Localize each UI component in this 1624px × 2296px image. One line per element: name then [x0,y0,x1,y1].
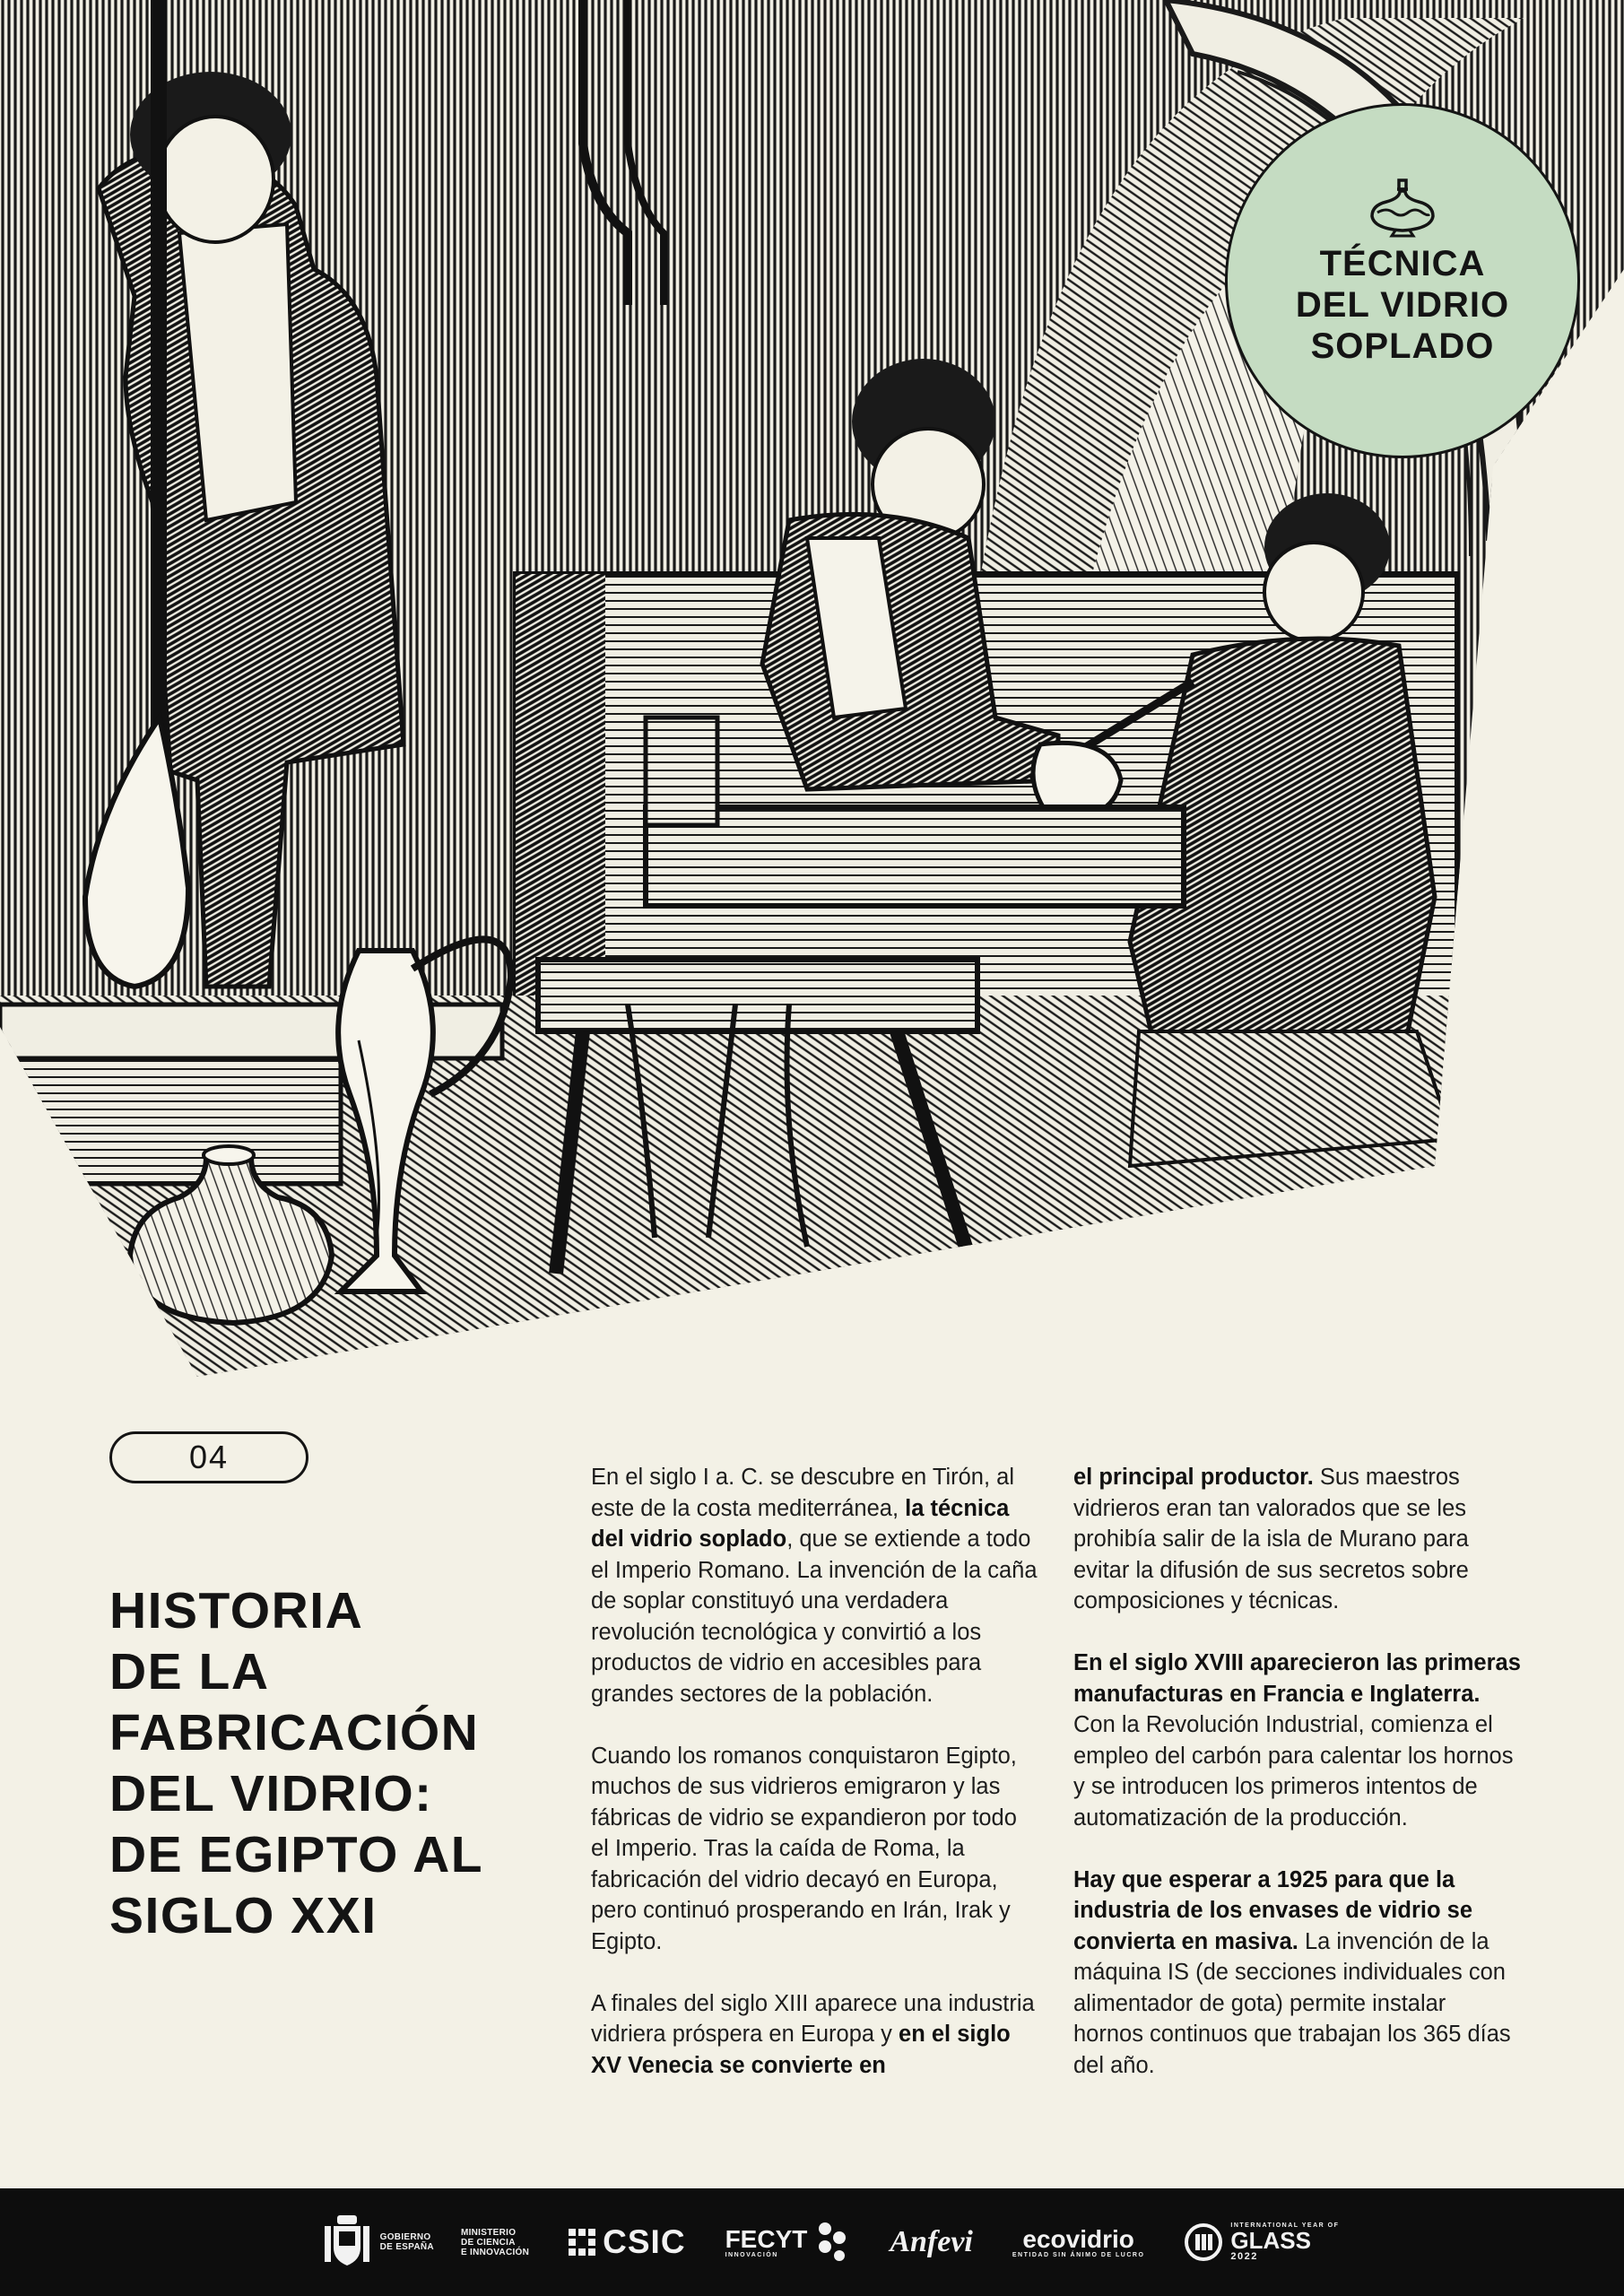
title-line: DE EGIPTO AL [109,1826,484,1883]
paragraph: Cuando los romanos conquistaron Egipto, muchos de sus vidrieros emigraron y las fábricas de vidrio se expandieron por todo el Imperio. Tras la caída de Roma, la fabricación del vidrio decayó en Europa, pero continuó prosperando en Irán, Irak y Egipto. [591,1743,1017,1954]
paragraph [591,1988,1039,2082]
csic-text: CSIC [603,2223,686,2260]
blown-glass-vessel-icon [1367,177,1438,239]
badge-line-2: DEL VIDRIO [1295,285,1510,325]
paragraph [1073,1865,1522,2082]
paragraph-bold: Hay que esperar a 1925 para que la industria de los envases de vidrio se convierta en masiva. [1073,1866,1473,1954]
paragraph-bold: el principal productor. [1073,1465,1314,1490]
paragraph-bold: la técnica del vidrio soplado [591,1495,1010,1552]
ecovidrio-logo[interactable] [1012,2224,1145,2258]
paragraph-text: En el siglo I a. C. se descubre en Tirón, al este de la costa mediterránea, [591,1465,1014,1521]
title-line: DE LA [109,1643,270,1700]
anfevi-text: Anfevi [890,2225,973,2258]
page-title [109,1580,558,1946]
badge-line-1: TÉCNICA [1319,244,1486,283]
title-line: HISTORIA [109,1582,364,1639]
csic-logo[interactable] [569,2223,685,2261]
csic-mark-icon [569,2229,595,2256]
badge-line-3: SOPLADO [1310,326,1495,366]
ministerio-text: MINISTERIO DE CIENCIA E INNOVACIÓN [460,2227,530,2257]
paragraph-bold: En el siglo XVIII aparecieron las primeras manufacturas en Francia e Inglaterra. [1073,1650,1521,1707]
gobierno-ministerio-logo[interactable] [321,2213,530,2271]
paragraph-text: A finales del siglo XIII aparece una industria vidriera próspera en Europa y [591,1990,1035,2047]
fecyt-dots-icon [814,2220,850,2265]
paragraph [1073,1648,1522,1833]
paragraph [591,1462,1039,1709]
glass-year-emblem-icon [1184,2222,1223,2262]
paragraph-text: , que se extiende a todo el Imperio Romano. La invención de la caña de soplar constituyó una verdadera revolución tecnológica y convirtió a los productos de vidrio en accesibles para grandes sectores de la población. [591,1526,1038,1707]
anfevi-logo[interactable] [890,2225,973,2259]
ecovidrio-text: ecovidrio [1022,2224,1134,2253]
glass-year-text: GLASS [1230,2227,1311,2254]
title-line: SIGLO XXI [109,1887,378,1944]
title-line: FABRICACIÓN [109,1704,480,1761]
paragraph-text: Con la Revolución Industrial, comienza el empleo del carbón para calentar los hornos y se introducen los primeros intentos de automatización de la producción. [1073,1712,1514,1831]
spain-coat-of-arms-icon [321,2213,373,2271]
paragraph [1073,1462,1522,1617]
international-year-of-glass-logo[interactable] [1184,2222,1339,2262]
title-line: DEL VIDRIO: [109,1765,433,1822]
footer-logo-bar [0,2188,1624,2296]
ecovidrio-tagline: ENTIDAD SIN ÁNIMO DE LUCRO [1012,2251,1145,2258]
fecyt-logo[interactable] [725,2220,851,2265]
fecyt-tagline: INNOVACIÓN [725,2251,778,2258]
fecyt-text: FECYT [725,2224,808,2253]
gobierno-text: GOBIERNO DE ESPAÑA [379,2232,434,2252]
paragraph-bold: en el siglo XV Venecia se convierte en [591,2022,1011,2078]
glass-year-tagline: INTERNATIONAL YEAR OF [1230,2222,1340,2229]
body-column-right [1073,1462,1522,2112]
paragraph-text: La invención de la máquina IS (de secciones individuales con alimentador de gota) permite instalar hornos continuos que trabajan los 365 días del año. [1073,1928,1511,2078]
technique-badge [1225,103,1580,458]
glass-year-number: 2022 [1230,2251,1258,2262]
body-column-left [591,1462,1039,2112]
section-number: 04 [109,1431,308,1483]
paragraph-text: Sus maestros vidrieros eran tan valorados que se les prohibía salir de la isla de Murano para evitar la difusión de sus secretos sobre composiciones y técnicas. [1073,1465,1469,1613]
